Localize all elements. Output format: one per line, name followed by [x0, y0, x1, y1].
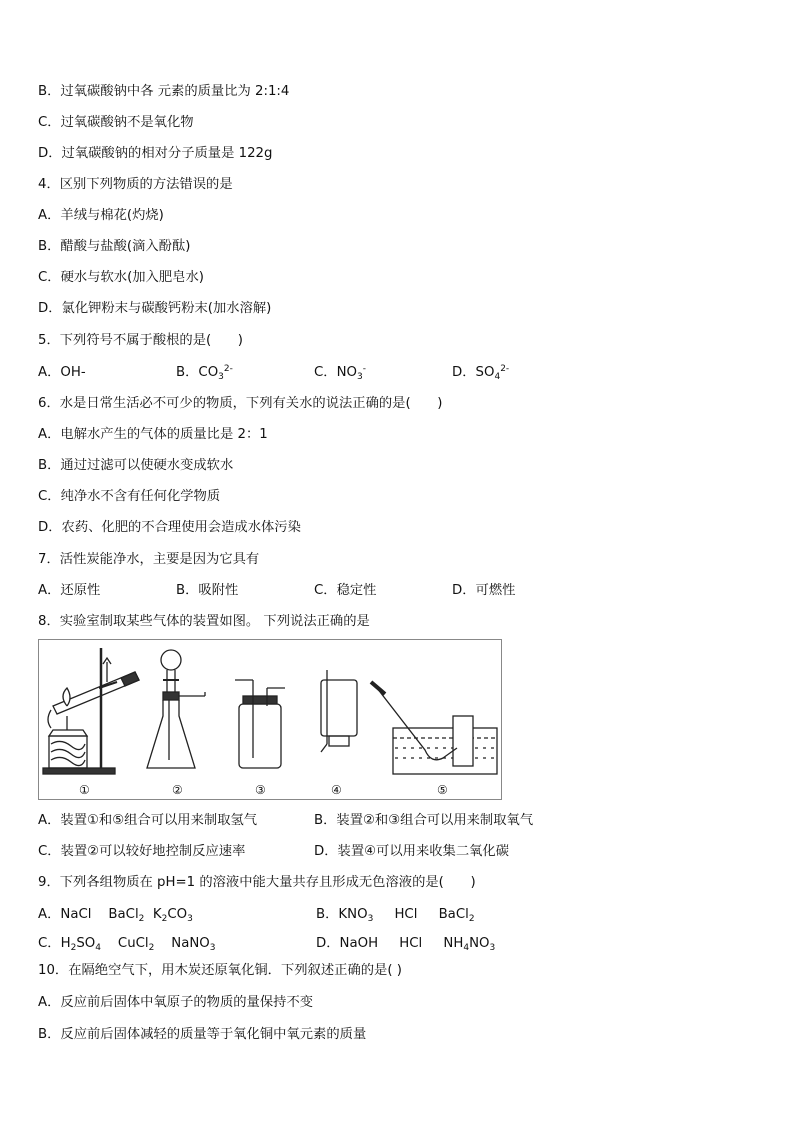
- q8-option-c: C．装置②可以较好地控制反应速率: [38, 844, 246, 859]
- q4-option-a: A．羊绒与棉花(灼烧): [38, 208, 164, 223]
- q8-option-b: B．装置②和③组合可以用来制取氧气: [314, 813, 534, 828]
- q10-stem: 10．在隔绝空气下，用木炭还原氧化铜．下列叙述正确的是( ): [38, 963, 402, 978]
- figure-label-2: ②: [172, 783, 183, 797]
- q10-option-a: A．反应前后固体中氧原子的物质的量保持不变: [38, 995, 314, 1010]
- q6-stem: 6．水是日常生活必不可少的物质，下列有关水的说法正确的是( ): [38, 396, 443, 411]
- q4-option-c: C．硬水与软水(加入肥皂水): [38, 270, 204, 285]
- q7-option-b: B．吸附性: [176, 583, 239, 598]
- q6-option-b: B．通过过滤可以使硬水变成软水: [38, 458, 234, 473]
- q3-option-d: D．过氧碳酸钠的相对分子质量是 122g: [38, 146, 273, 161]
- apparatus-figure: [38, 639, 502, 800]
- q8-option-d: D．装置④可以用来收集二氧化碳: [314, 844, 510, 859]
- figure-label-1: ①: [79, 783, 90, 797]
- q5-option-a: A．OH-: [38, 365, 86, 380]
- q9-option-b: B．$KNO_3$ HCl BaCl$_2$: [316, 907, 475, 924]
- figure-label-3: ③: [255, 783, 266, 797]
- q5-stem: 5．下列符号不属于酸根的是( ): [38, 333, 243, 348]
- q7-stem: 7．活性炭能净水，主要是因为它具有: [38, 552, 260, 567]
- q9-option-d: D．NaOH HCl $NH_4NO_3$: [316, 936, 496, 953]
- q6-option-c: C．纯净水不含有任何化学物质: [38, 489, 221, 504]
- figure-label-4: ④: [331, 783, 342, 797]
- q6-option-d: D．农药、化肥的不合理使用会造成水体污染: [38, 520, 301, 535]
- q9-stem: 9．下列各组物质在 pH=1 的溶液中能大量共存且形成无色溶液的是( ): [38, 875, 476, 890]
- apparatus-5-water-trough: [371, 682, 497, 774]
- apparatus-2-conical-flask: [147, 650, 205, 768]
- q9-option-c: C．$H_2SO_4$ CuCl$_2$ NaNO$_3$: [38, 936, 216, 953]
- apparatus-3-gas-bottle: [235, 680, 285, 768]
- q8-option-a: A．装置①和⑤组合可以用来制取氢气: [38, 813, 258, 828]
- q4-stem: 4．区别下列物质的方法错误的是: [38, 177, 233, 192]
- q9-option-a: A．NaCl BaCl$_2$ $K_2CO_3$: [38, 907, 193, 924]
- q4-option-d: D．氯化钾粉末与碳酸钙粉末(加水溶解): [38, 301, 272, 316]
- q7-option-a: A．还原性: [38, 583, 101, 598]
- q4-option-b: B．醋酸与盐酸(滴入酚酞): [38, 239, 191, 254]
- figure-label-5: ⑤: [437, 783, 448, 797]
- q7-option-d: D．可燃性: [452, 583, 516, 598]
- q3-option-b: B．过氧碳酸钠中各 元素的质量比为 2:1:4: [38, 84, 290, 99]
- q7-option-c: C．稳定性: [314, 583, 377, 598]
- apparatus-1-heating-tube: [43, 648, 139, 774]
- q6-option-a: A．电解水产生的气体的质量比是 2：1: [38, 427, 268, 442]
- q10-option-b: B．反应前后固体减轻的质量等于氧化铜中氧元素的质量: [38, 1027, 367, 1042]
- q5-option-b: B．$CO_3^{2-}$: [176, 364, 233, 382]
- q3-option-c: C．过氧碳酸钠不是氧化物: [38, 115, 194, 130]
- q8-stem: 8．实验室制取某些气体的装置如图。 下列说法正确的是: [38, 614, 370, 629]
- q5-option-c: C．$NO_3^-$: [314, 364, 366, 382]
- apparatus-4-inverted-bottle: [321, 670, 357, 752]
- q5-option-d: D．$SO_4^{2-}$: [452, 364, 510, 382]
